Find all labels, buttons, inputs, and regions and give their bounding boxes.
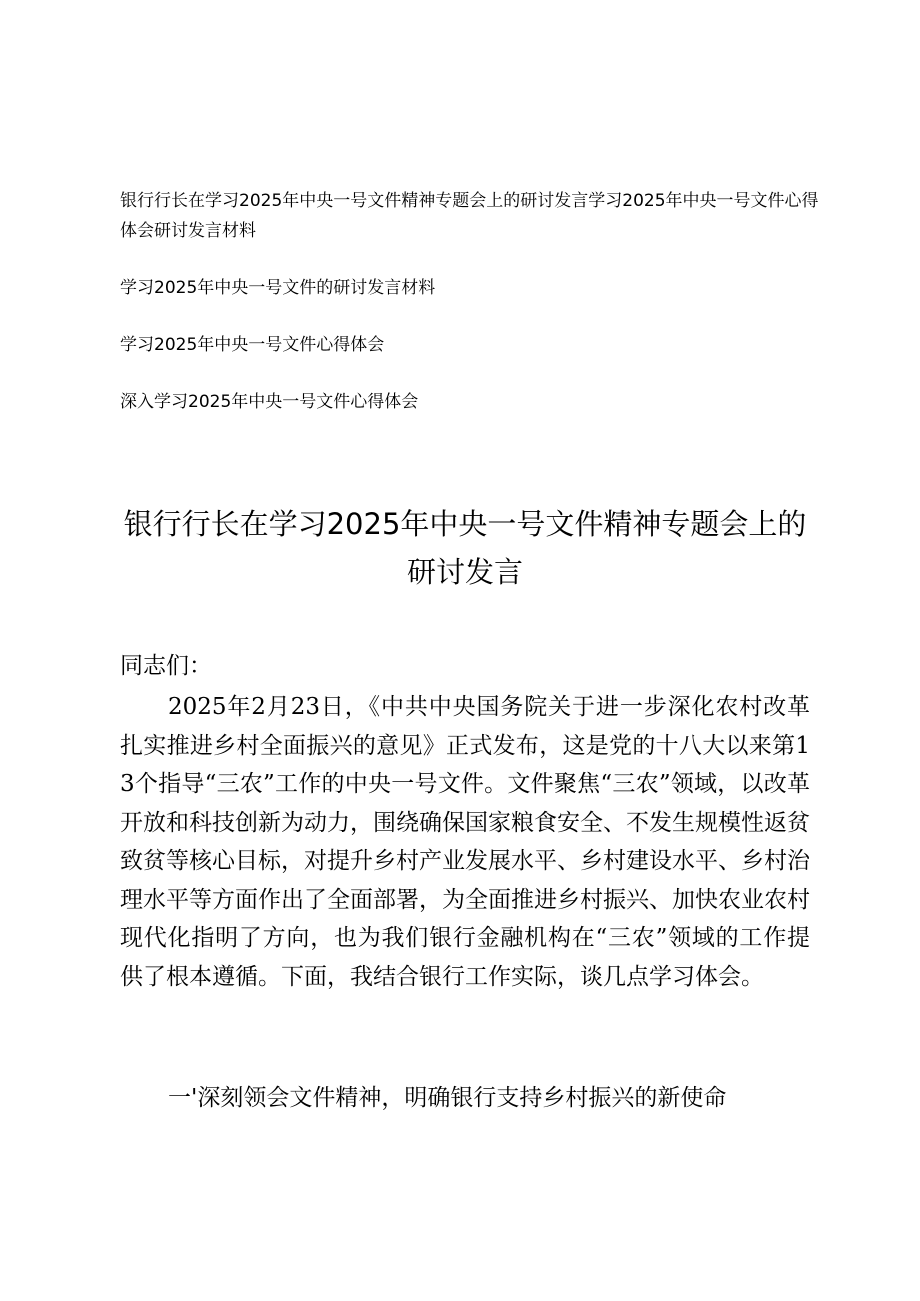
toc-item-4[interactable]: 深入学习2025年中央一号文件心得体会	[120, 392, 419, 412]
table-of-contents	[120, 186, 820, 444]
toc-item-3[interactable]: 学习2025年中央一号文件心得体会	[120, 335, 385, 355]
body-paragraph: 2025年2月23日，《中共中央国务院关于进一步深化农村改革扎实推进乡村全面振兴的意见》正式发布，这是党的十八大以来第13个指导“三农”工作的中央一号文件。文件聚焦“三农”领域，以改革开放和科技创新为动力，围绕确保国家粮食安全、不发生规模性返贫致贫等核心目标，对提升乡村产业发展水平、乡村建设水平、乡村治理水平等方面作出了全面部署，为全面推进乡村振兴、加快农业农村现代化指明了方向，也为我们银行金融机构在“三农”领域的工作提供了根本遵循。下面，我结合银行工作实际，谈几点学习体会。	[120, 694, 810, 990]
toc-item-1[interactable]: 银行行长在学习2025年中央一号文件精神专题会上的研讨发言学习2025年中央一号文件心得体会研讨发言材料	[120, 191, 819, 241]
section-heading: 一'深刻领会文件精神，明确银行支持乡村振兴的新使命	[168, 1085, 727, 1111]
document-title: 银行行长在学习2025年中央一号文件精神专题会上的研讨发言	[123, 507, 807, 589]
toc-item-2[interactable]: 学习2025年中央一号文件的研讨发言材料	[120, 278, 436, 298]
salutation: 同志们：	[120, 653, 212, 679]
